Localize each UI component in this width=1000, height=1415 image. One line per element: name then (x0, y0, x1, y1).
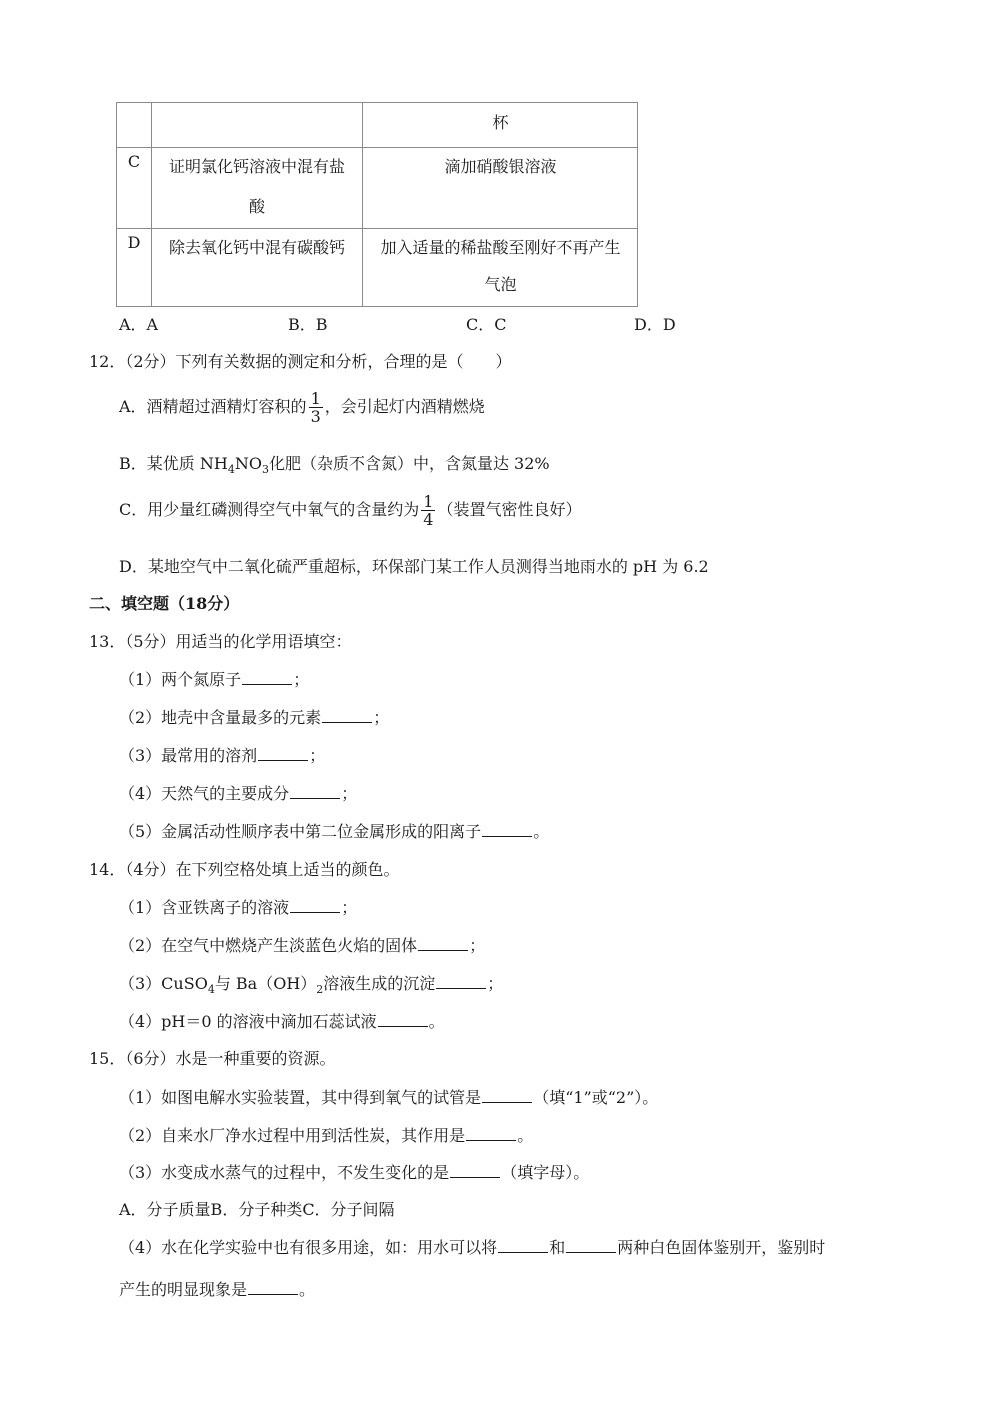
q14-item-1: （1）含亚铁离子的溶液 ； (119, 898, 358, 917)
q14-item-3: （3）CuSO$_4$与 $Ba(OH)_2$溶液生成的沉淀 ； (119, 974, 504, 997)
answer-blank[interactable] (482, 1088, 532, 1103)
fraction: $\frac{1}{3}$ (310, 389, 321, 426)
answer-blank[interactable] (248, 1280, 298, 1295)
fraction: $\frac{1}{4}$ (423, 492, 434, 529)
answer-blank[interactable] (482, 822, 532, 837)
table-cell: 滴加硝酸银溶液 (444, 157, 557, 176)
answer-blank[interactable] (418, 936, 468, 951)
answer-blank[interactable] (450, 1163, 500, 1178)
answer-blank[interactable] (242, 670, 292, 685)
q15-stem: 15．（6分）水是一种重要的资源。 (89, 1049, 336, 1068)
answer-blank[interactable] (258, 746, 308, 761)
answer-blank[interactable] (290, 898, 340, 913)
answer-blank[interactable] (466, 1126, 516, 1141)
answer-blank[interactable] (566, 1238, 616, 1253)
q14-item-4: （4）pH＝0 的溶液中滴加石蕊试液 。 (119, 1012, 445, 1031)
q11-option-b[interactable]: B．B (288, 315, 328, 334)
option-text: ，会引起灯内酒精燃烧 (324, 397, 485, 416)
table-cell: 酸 (248, 197, 265, 216)
q13-item-5: （5）金属活动性顺序表中第二位金属形成的阳离子 。 (119, 822, 550, 841)
table-cell: 气泡 (484, 275, 517, 294)
option-text: （装置气密性良好） (437, 500, 582, 519)
q15-item-4-cont: 产生的明显现象是 。 (119, 1280, 316, 1299)
table-cell: 除去氧化钙中混有碳酸钙 (168, 238, 345, 257)
table-cell: 杯 (492, 113, 509, 132)
option-text: C．用少量红磷测得空气中氧气的含量约为 (119, 500, 420, 519)
answer-blank[interactable] (436, 974, 486, 989)
section-heading: 二、填空题（18分） (89, 594, 240, 613)
q12-option-a[interactable] (119, 390, 485, 425)
q12-option-c[interactable] (119, 493, 581, 528)
q12-option-d[interactable]: D．某地空气中二氧化硫严重超标，环保部门某工作人员测得当地雨水的 pH 为 6.2 (119, 557, 709, 576)
q11-option-a[interactable]: A．A (119, 315, 159, 334)
q15-item-3: （3）水变成水蒸气的过程中，不发生变化的是 （填字母）。 (119, 1163, 590, 1182)
q13-item-4: （4）天然气的主要成分 ； (119, 784, 358, 803)
q13-item-3: （3）最常用的溶剂 ； (119, 746, 326, 765)
q15-item-1: （1）如图电解水实验装置，其中得到氧气的试管是 （填“1”或“2”）。 (119, 1088, 659, 1107)
q14-stem: 14．（4分）在下列空格处填上适当的颜色。 (89, 860, 400, 879)
row-label-c: C (127, 152, 141, 171)
q15-item-4: （4）水在化学实验中也有很多用途，如：用水可以将 和 两种白色固体鉴别开，鉴别时 (119, 1238, 826, 1257)
q12-option-b[interactable]: B．某优质 $NH_4NO_3$化肥（杂质不含氮）中，含氮量达 32% (119, 454, 550, 477)
row-label-d: D (127, 233, 141, 252)
q13-stem: 13．（5分）用适当的化学用语填空： (89, 632, 352, 651)
answer-blank[interactable] (378, 1012, 428, 1027)
q13-item-1: （1）两个氮原子 ； (119, 670, 310, 689)
q14-item-2: （2）在空气中燃烧产生淡蓝色火焰的固体 ； (119, 936, 486, 955)
q13-item-2: （2）地壳中含量最多的元素 ； (119, 708, 390, 727)
q15-item-3-options: A．分子质量B．分子种类C．分子间隔 (119, 1200, 395, 1219)
table-cell: 加入适量的稀盐酸至刚好不再产生 (380, 238, 621, 257)
options-table (116, 102, 638, 307)
option-text: A．酒精超过酒精灯容积的 (119, 397, 307, 416)
q15-item-2: （2）自来水厂净水过程中用到活性炭，其作用是 。 (119, 1126, 534, 1145)
answer-blank[interactable] (498, 1238, 548, 1253)
answer-blank[interactable] (290, 784, 340, 799)
q11-option-d[interactable]: D．D (634, 315, 676, 334)
q11-option-c[interactable]: C．C (466, 315, 507, 334)
table-cell: 证明氯化钙溶液中混有盐 (168, 157, 345, 176)
q12-stem: 12．（2分）下列有关数据的测定和分析，合理的是（ ） (89, 352, 512, 371)
answer-blank[interactable] (322, 708, 372, 723)
